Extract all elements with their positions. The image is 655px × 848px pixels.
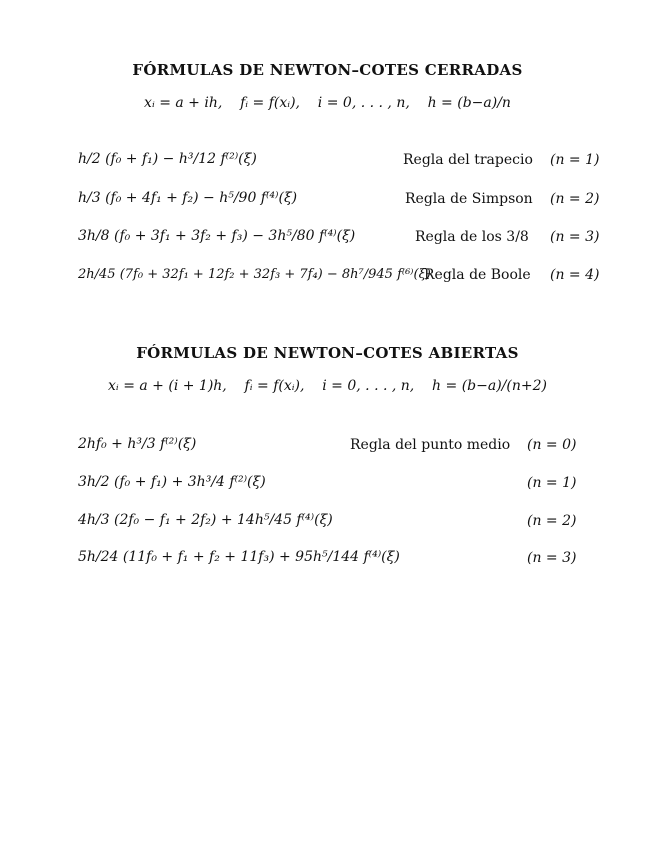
open-name-punto-medio: Regla del punto medio xyxy=(350,437,511,453)
open-n-3: (n = 3) xyxy=(527,550,577,566)
open-n-2: (n = 2) xyxy=(527,513,577,529)
open-formula-n3: 5h/24 (11f₀ + f₁ + f₂ + 11f₃) + 95h⁵/144 f⁽⁴⁾(ξ) xyxy=(78,549,400,565)
open-n-1: (n = 1) xyxy=(527,475,577,491)
closed-definition: xᵢ = a + ih, fᵢ = f(xᵢ), i = 0, . . . , n, h = (b−a)/n xyxy=(144,95,511,111)
closed-formula-simpson: h/3 (f₀ + 4f₁ + f₂) − h⁵/90 f⁽⁴⁾(ξ) xyxy=(78,190,298,206)
closed-n-simpson: (n = 2) xyxy=(550,191,600,207)
closed-formula-boole: 2h/45 (7f₀ + 32f₁ + 12f₂ + 32f₃ + 7f₄) − 8h⁷/945 f⁽⁶⁾(ξ) xyxy=(78,267,431,282)
open-formula-n2: 4h/3 (2f₀ − f₁ + 2f₂) + 14h⁵/45 f⁽⁴⁾(ξ) xyxy=(78,512,333,528)
closed-formula-tres-octavos: 3h/8 (f₀ + 3f₁ + 3f₂ + f₃) − 3h⁵/80 f⁽⁴⁾(ξ) xyxy=(78,228,356,244)
closed-section-title: FÓRMULAS DE NEWTON–COTES CERRADAS xyxy=(132,61,523,79)
open-formula-punto-medio: 2hf₀ + h³/3 f⁽²⁾(ξ) xyxy=(78,436,197,452)
open-formula-n1: 3h/2 (f₀ + f₁) + 3h³/4 f⁽²⁾(ξ) xyxy=(78,474,266,490)
closed-name-boole: Regla de Boole xyxy=(424,267,531,283)
closed-n-tres-octavos: (n = 3) xyxy=(550,229,600,245)
closed-n-trapecio: (n = 1) xyxy=(550,152,600,168)
open-definition: xᵢ = a + (i + 1)h, fᵢ = f(xᵢ), i = 0, . . . , n, h = (b−a)/(n+2) xyxy=(108,378,547,394)
open-n-0: (n = 0) xyxy=(527,437,577,453)
open-section-title: FÓRMULAS DE NEWTON–COTES ABIERTAS xyxy=(136,344,519,362)
closed-name-tres-octavos: Regla de los 3/8 xyxy=(415,229,529,245)
closed-name-simpson: Regla de Simpson xyxy=(405,191,533,207)
closed-formula-trapecio: h/2 (f₀ + f₁) − h³/12 f⁽²⁾(ξ) xyxy=(78,151,257,167)
closed-n-boole: (n = 4) xyxy=(550,267,600,283)
closed-name-trapecio: Regla del trapecio xyxy=(403,152,533,168)
